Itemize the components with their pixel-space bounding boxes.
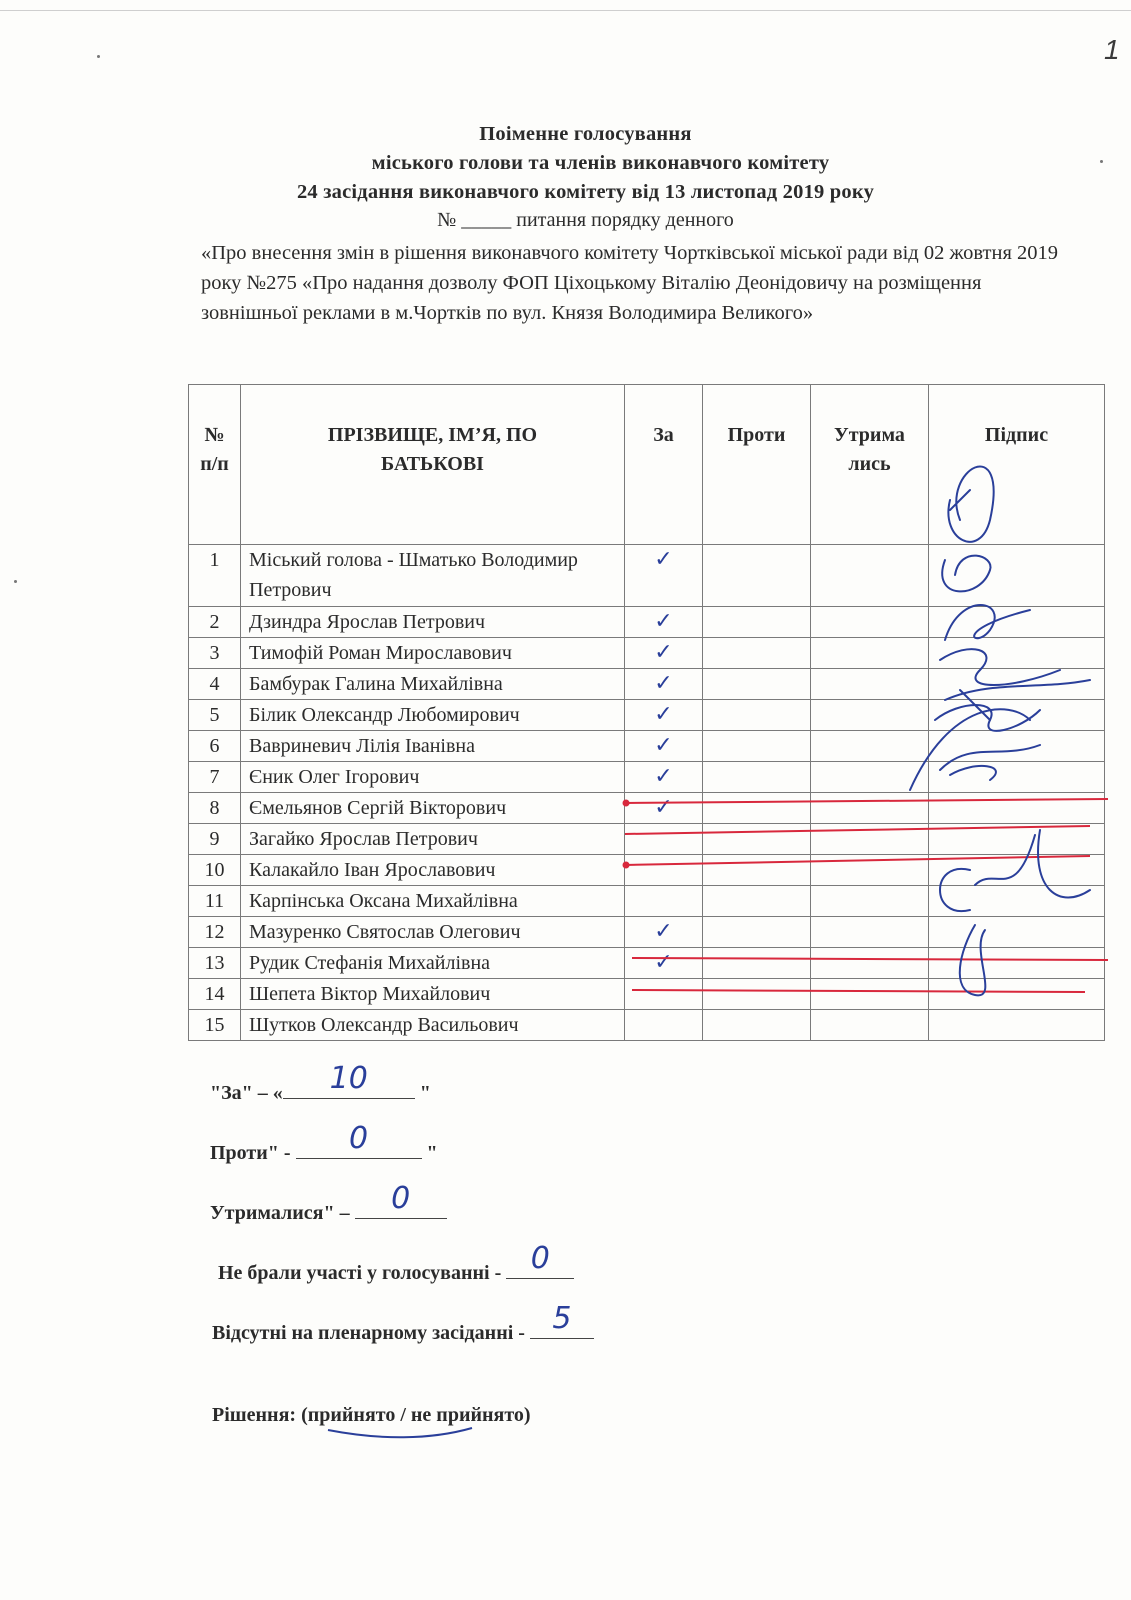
decision-underline bbox=[328, 1428, 472, 1437]
col-header-signature: Підпис bbox=[929, 385, 1105, 545]
signature-cell bbox=[929, 1010, 1105, 1041]
vote-against-cell bbox=[703, 700, 811, 731]
decision bbox=[212, 1404, 531, 1427]
vote-against-cell bbox=[703, 855, 811, 886]
col-header-name: ПРІЗВИЩЕ, ІМ’Я, ПО БАТЬКОВІ bbox=[241, 385, 625, 545]
vote-for-mark bbox=[625, 1010, 703, 1041]
table-row bbox=[189, 700, 1105, 731]
vote-against-cell bbox=[703, 917, 811, 948]
col-header-against: Проти bbox=[703, 385, 811, 545]
vote-against-cell bbox=[703, 545, 811, 607]
signature-cell bbox=[929, 607, 1105, 638]
decision-accepted: прийнято / bbox=[307, 1404, 406, 1426]
vote-for-mark: ✓ bbox=[625, 700, 703, 731]
header-agenda-item: № _____ питання порядку денного bbox=[437, 209, 734, 231]
signature-cell bbox=[929, 855, 1105, 886]
row-number: 12 bbox=[189, 917, 241, 948]
summary-absent-blank bbox=[530, 1301, 594, 1339]
vote-abstained-cell bbox=[811, 669, 929, 700]
agenda-subject: «Про внесення змін в рішення виконавчого комітету Чортківської міської ради від 02 жовтня 2019 року №275 «Про надання дозволу ФОП Ціхоцькому Віталію Деонідовичу на розміщення зовнішньої реклами в м.Чортків по вул. Князя Володимира Великого» bbox=[201, 242, 1059, 324]
vote-abstained-cell bbox=[811, 700, 929, 731]
decision-label: Рішення: bbox=[212, 1404, 302, 1426]
vote-for-mark: ✓ bbox=[625, 917, 703, 948]
signature-cell bbox=[929, 669, 1105, 700]
summary-against-close: " bbox=[421, 1142, 438, 1164]
summary-absent bbox=[212, 1301, 594, 1345]
summary-abstained-label: Утрималися" – bbox=[210, 1202, 355, 1224]
member-name: Шутков Олександр Васильович bbox=[241, 1010, 625, 1041]
row-number: 2 bbox=[189, 607, 241, 638]
decision-rest: не прийнято) bbox=[405, 1404, 531, 1426]
signature-cell bbox=[929, 824, 1105, 855]
row-number: 1 bbox=[189, 545, 241, 607]
table-row bbox=[189, 731, 1105, 762]
member-name: Бамбурак Галина Михайлівна bbox=[241, 669, 625, 700]
vote-for-mark: ✓ bbox=[625, 669, 703, 700]
summary-abstained bbox=[210, 1181, 447, 1225]
vote-against-cell bbox=[703, 669, 811, 700]
vote-against-cell bbox=[703, 731, 811, 762]
vote-against-cell bbox=[703, 762, 811, 793]
member-name: Білик Олександр Любомирович bbox=[241, 700, 625, 731]
vote-abstained-cell bbox=[811, 886, 929, 917]
vote-abstained-cell bbox=[811, 762, 929, 793]
summary-not-voted-value: 0 bbox=[530, 1241, 550, 1276]
signature-cell bbox=[929, 793, 1105, 824]
vote-against-cell bbox=[703, 824, 811, 855]
member-name: Карпінська Оксана Михайлівна bbox=[241, 886, 625, 917]
row-number: 8 bbox=[189, 793, 241, 824]
member-name: Вавриневич Лілія Іванівна bbox=[241, 731, 625, 762]
signature-cell bbox=[929, 917, 1105, 948]
summary-against-value: 0 bbox=[348, 1121, 369, 1156]
signature-cell bbox=[929, 638, 1105, 669]
row-number: 3 bbox=[189, 638, 241, 669]
vote-abstained-cell bbox=[811, 855, 929, 886]
table-row bbox=[189, 545, 1105, 607]
vote-abstained-cell bbox=[811, 545, 929, 607]
vote-against-cell bbox=[703, 793, 811, 824]
member-name: Калакайло Іван Ярославович bbox=[241, 855, 625, 886]
vote-abstained-cell bbox=[811, 638, 929, 669]
table-row bbox=[189, 1010, 1105, 1041]
col-header-for: За bbox=[625, 385, 703, 545]
vote-against-cell bbox=[703, 607, 811, 638]
member-name: Тимофій Роман Мирославович bbox=[241, 638, 625, 669]
summary-not-voted bbox=[218, 1241, 574, 1285]
vote-abstained-cell bbox=[811, 917, 929, 948]
member-name: Загайко Ярослав Петрович bbox=[241, 824, 625, 855]
member-name: Шепета Віктор Михайлович bbox=[241, 979, 625, 1010]
signature-cell bbox=[929, 762, 1105, 793]
summary-for-label: "За" – « bbox=[210, 1082, 283, 1104]
vote-abstained-cell bbox=[811, 793, 929, 824]
vote-for-mark: ✓ bbox=[625, 638, 703, 669]
top-edge-line bbox=[0, 10, 1131, 11]
table-row bbox=[189, 762, 1105, 793]
vote-for-mark: ✓ bbox=[625, 762, 703, 793]
row-number: 15 bbox=[189, 1010, 241, 1041]
summary-against-label: Проти" - bbox=[210, 1142, 296, 1164]
header-meeting: 24 засідання виконавчого комітету від 13 листопад 2019 року bbox=[296, 181, 875, 203]
vote-for-mark bbox=[625, 979, 703, 1010]
vote-against-cell bbox=[703, 979, 811, 1010]
col-header-num: № п/п bbox=[189, 385, 241, 545]
member-name: Мазуренко Святослав Олегович bbox=[241, 917, 625, 948]
member-name: Єник Олег Ігорович bbox=[241, 762, 625, 793]
vote-for-mark: ✓ bbox=[625, 545, 703, 607]
decision-open: ( bbox=[301, 1404, 308, 1426]
table-row bbox=[189, 793, 1105, 824]
member-name: Рудик Стефанія Михайлівна bbox=[241, 948, 625, 979]
summary-abstained-value: 0 bbox=[391, 1181, 411, 1216]
member-name: Ємельянов Сергій Вікторович bbox=[241, 793, 625, 824]
header-subtitle: міського голови та членів виконавчого комітету bbox=[371, 152, 830, 174]
scan-speck bbox=[14, 580, 17, 583]
summary-not-voted-label: Не брали участі у голосуванні - bbox=[218, 1262, 507, 1284]
summary-for bbox=[210, 1061, 431, 1105]
vote-table bbox=[188, 384, 1105, 1041]
row-number: 10 bbox=[189, 855, 241, 886]
col-header-abstained: Утрима лись bbox=[811, 385, 929, 545]
vote-for-mark: ✓ bbox=[625, 793, 703, 824]
table-row bbox=[189, 855, 1105, 886]
vote-against-cell bbox=[703, 948, 811, 979]
table-row bbox=[189, 886, 1105, 917]
row-number: 6 bbox=[189, 731, 241, 762]
vote-for-mark: ✓ bbox=[625, 731, 703, 762]
table-row bbox=[189, 917, 1105, 948]
vote-against-cell bbox=[703, 1010, 811, 1041]
table-row bbox=[189, 948, 1105, 979]
vote-against-cell bbox=[703, 638, 811, 669]
vote-for-mark: ✓ bbox=[625, 948, 703, 979]
member-name: Дзиндра Ярослав Петрович bbox=[241, 607, 625, 638]
summary-abstained-blank bbox=[355, 1181, 447, 1219]
table-row bbox=[189, 824, 1105, 855]
vote-abstained-cell bbox=[811, 979, 929, 1010]
row-number: 7 bbox=[189, 762, 241, 793]
row-number: 13 bbox=[189, 948, 241, 979]
vote-against-cell bbox=[703, 886, 811, 917]
signature-cell bbox=[929, 886, 1105, 917]
summary-absent-value: 5 bbox=[552, 1301, 572, 1336]
vote-for-mark bbox=[625, 855, 703, 886]
signature-cell bbox=[929, 948, 1105, 979]
table-row bbox=[189, 669, 1105, 700]
vote-abstained-cell bbox=[811, 607, 929, 638]
row-number: 14 bbox=[189, 979, 241, 1010]
table-header-row bbox=[189, 385, 1105, 545]
table-row bbox=[189, 607, 1105, 638]
row-number: 11 bbox=[189, 886, 241, 917]
row-number: 4 bbox=[189, 669, 241, 700]
signature-cell bbox=[929, 979, 1105, 1010]
table-row bbox=[189, 979, 1105, 1010]
summary-against bbox=[210, 1121, 438, 1165]
vote-abstained-cell bbox=[811, 731, 929, 762]
vote-abstained-cell bbox=[811, 1010, 929, 1041]
signature-cell bbox=[929, 700, 1105, 731]
member-name: Міський голова - Шматько Володимир Петрович bbox=[241, 545, 625, 607]
summary-for-blank bbox=[283, 1061, 415, 1099]
document-header bbox=[0, 120, 1131, 234]
row-number: 9 bbox=[189, 824, 241, 855]
page-number: 1 bbox=[1104, 34, 1120, 65]
signature-cell bbox=[929, 545, 1105, 607]
vote-for-mark bbox=[625, 824, 703, 855]
summary-against-blank bbox=[296, 1121, 422, 1159]
summary-absent-label: Відсутні на пленарному засіданні - bbox=[212, 1322, 530, 1344]
table-row bbox=[189, 638, 1105, 669]
signature-cell bbox=[929, 731, 1105, 762]
vote-for-mark: ✓ bbox=[625, 607, 703, 638]
summary-for-close: " bbox=[414, 1082, 431, 1104]
vote-abstained-cell bbox=[811, 824, 929, 855]
vote-for-mark bbox=[625, 886, 703, 917]
vote-abstained-cell bbox=[811, 948, 929, 979]
row-number: 5 bbox=[189, 700, 241, 731]
summary-not-voted-blank bbox=[506, 1241, 574, 1279]
header-title: Поіменне голосування bbox=[479, 123, 692, 145]
scan-speck bbox=[97, 55, 100, 58]
summary-for-value: 10 bbox=[329, 1061, 368, 1096]
